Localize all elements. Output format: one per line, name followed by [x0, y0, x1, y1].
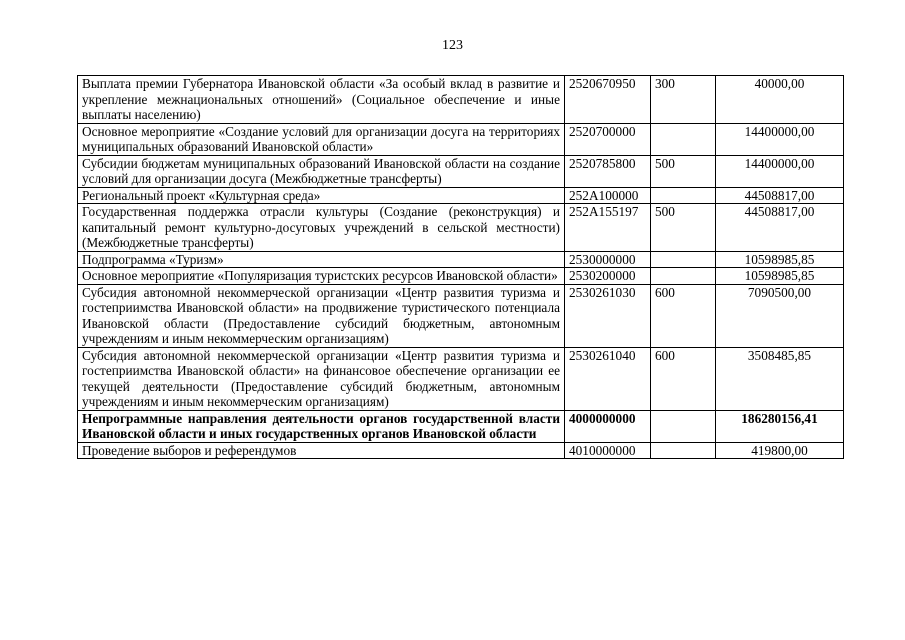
row-sum-cell: 10598985,85 [716, 268, 844, 285]
table-row [78, 155, 844, 187]
budget-table-body [78, 76, 844, 459]
row-name-cell: Выплата премии Губернатора Ивановской области «За особый вклад в развитие и укрепление межнациональных отношений» (Социальное обеспечение и иные выплаты населению) [78, 76, 565, 124]
row-type-cell [651, 268, 716, 285]
row-sum-cell: 14400000,00 [716, 155, 844, 187]
table-row [78, 123, 844, 155]
row-type-cell: 600 [651, 347, 716, 410]
page-number: 123 [442, 38, 463, 53]
row-code-cell: 2520670950 [565, 76, 651, 124]
row-sum-cell: 44508817,00 [716, 187, 844, 204]
row-name-cell: Основное мероприятие «Создание условий для организации досуга на территориях муниципальных образований Ивановской области» [78, 123, 565, 155]
row-type-cell [651, 251, 716, 268]
row-code-cell: 2520785800 [565, 155, 651, 187]
table-row [78, 76, 844, 124]
table-row [78, 268, 844, 285]
budget-table [77, 75, 844, 459]
table-row [78, 187, 844, 204]
row-sum-cell: 3508485,85 [716, 347, 844, 410]
row-code-cell: 252А155197 [565, 204, 651, 252]
row-name-cell: Субсидия автономной некоммерческой организации «Центр развития туризма и гостеприимства Ивановской области» на финансовое обеспечение организации ее текущей деятельности (Предоставление субсидий бюджетным, автономным учреждениям и иным некоммерческим организациям) [78, 347, 565, 410]
row-sum-cell: 7090500,00 [716, 284, 844, 347]
row-type-cell [651, 442, 716, 459]
row-type-cell: 500 [651, 155, 716, 187]
row-sum-cell: 419800,00 [716, 442, 844, 459]
row-name-cell: Субсидии бюджетам муниципальных образований Ивановской области на создание условий для организации досуга (Межбюджетные трансферты) [78, 155, 565, 187]
row-type-cell: 500 [651, 204, 716, 252]
table-row [78, 204, 844, 252]
row-name-cell: Непрограммные направления деятельности органов государственной власти Ивановской области и иных государственных органов Ивановской области [78, 410, 565, 442]
row-type-cell [651, 187, 716, 204]
row-code-cell: 2530261040 [565, 347, 651, 410]
row-sum-cell: 186280156,41 [716, 410, 844, 442]
row-name-cell: Региональный проект «Культурная среда» [78, 187, 565, 204]
row-code-cell: 2530000000 [565, 251, 651, 268]
table-row [78, 442, 844, 459]
row-type-cell: 300 [651, 76, 716, 124]
row-code-cell: 2520700000 [565, 123, 651, 155]
row-name-cell: Субсидия автономной некоммерческой организации «Центр развития туризма и гостеприимства Ивановской области» на продвижение туристического потенциала Ивановской области (Предоставление субсидий бюджетным, автономным учреждениям и иным некоммерческим организациям) [78, 284, 565, 347]
table-row [78, 410, 844, 442]
row-type-cell: 600 [651, 284, 716, 347]
row-code-cell: 4010000000 [565, 442, 651, 459]
row-type-cell [651, 410, 716, 442]
row-code-cell: 4000000000 [565, 410, 651, 442]
table-row [78, 251, 844, 268]
row-name-cell: Подпрограмма «Туризм» [78, 251, 565, 268]
row-code-cell: 2530261030 [565, 284, 651, 347]
row-type-cell [651, 123, 716, 155]
row-sum-cell: 40000,00 [716, 76, 844, 124]
row-name-cell: Основное мероприятие «Популяризация туристских ресурсов Ивановской области» [78, 268, 565, 285]
row-name-cell: Государственная поддержка отрасли культуры (Создание (реконструкция) и капитальный ремонт культурно-досуговых учреждений в сельской местности) (Межбюджетные трансферты) [78, 204, 565, 252]
row-code-cell: 252А100000 [565, 187, 651, 204]
table-row [78, 284, 844, 347]
row-sum-cell: 44508817,00 [716, 204, 844, 252]
row-sum-cell: 10598985,85 [716, 251, 844, 268]
row-code-cell: 2530200000 [565, 268, 651, 285]
table-row [78, 347, 844, 410]
row-sum-cell: 14400000,00 [716, 123, 844, 155]
row-name-cell: Проведение выборов и референдумов [78, 442, 565, 459]
